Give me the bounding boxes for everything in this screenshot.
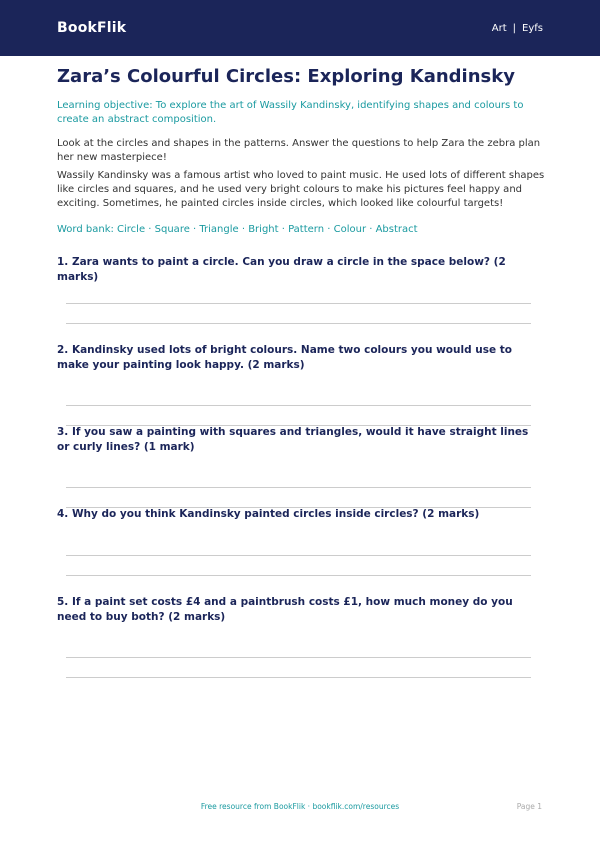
answer-line [66, 677, 531, 678]
word-bank: Word bank: Circle · Square · Triangle · Bright · Pattern · Colour · Abstract [57, 224, 418, 235]
answer-line [66, 555, 531, 556]
page-header [0, 0, 600, 56]
answer-line [66, 575, 531, 576]
level-tag: Eyfs [522, 22, 543, 34]
question-1: 1. Zara wants to paint a circle. Can you draw a circle in the space below? (2 marks) [57, 256, 506, 283]
header-tags [492, 23, 543, 34]
tag-separator: | [512, 22, 517, 34]
question-4: 4. Why do you think Kandinsky painted circles inside circles? (2 marks) [57, 508, 480, 520]
question-5: 5. If a paint set costs £4 and a paintbrush costs £1, how much money do you need to buy both? (2 marks) [57, 596, 513, 623]
subject-tag: Art [491, 22, 507, 34]
answer-line [66, 303, 531, 304]
answer-line [66, 405, 531, 406]
footer-credit[interactable]: Free resource from BookFlik · bookflik.com/resources [200, 802, 400, 811]
page-number: Page 1 [516, 802, 542, 811]
brand-logo: BookFlik [57, 20, 127, 36]
kandinsky-passage: Wassily Kandinsky was a famous artist who loved to paint music. He used lots of different shapes like circles and squares, and he used very bright colours to make his pictures feel happy and exciting. Sometimes, he painted circles inside circles, which looked like colourful targets! [57, 170, 545, 209]
answer-line [66, 487, 531, 488]
answer-line [66, 657, 531, 658]
learning-objective: Learning objective: To explore the art of Wassily Kandinsky, identifying shapes and colours to create an abstract composition. [57, 100, 524, 125]
intro-paragraph: Look at the circles and shapes in the patterns. Answer the questions to help Zara the zebra plan her new masterpiece! [57, 138, 541, 163]
page-footer [0, 802, 600, 816]
answer-line [66, 323, 531, 324]
worksheet-title: Zara’s Colourful Circles: Exploring Kandinsky [57, 66, 515, 87]
question-3: 3. If you saw a painting with squares and triangles, would it have straight lines or curly lines? (1 mark) [57, 426, 529, 453]
question-2: 2. Kandinsky used lots of bright colours. Name two colours you would use to make your painting look happy. (2 marks) [57, 344, 512, 371]
